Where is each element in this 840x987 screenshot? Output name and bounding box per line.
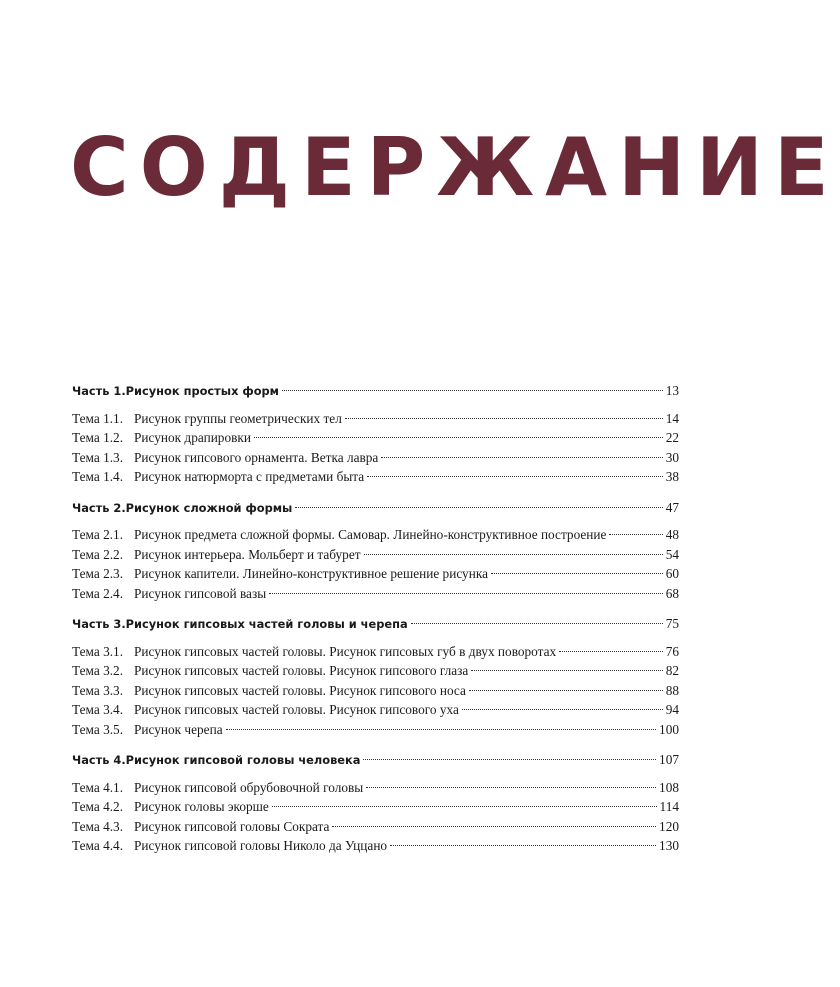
dot-leader	[295, 507, 662, 508]
toc-page-number: 47	[665, 499, 679, 515]
toc-entry-label	[72, 525, 606, 545]
dot-leader	[367, 476, 663, 477]
toc-entry-label	[72, 797, 269, 817]
toc-entry-number: Тема 1.3.	[72, 449, 124, 465]
toc-page-number: 88	[665, 682, 679, 698]
toc-topic-entry[interactable]	[72, 642, 679, 662]
toc-entry-title: Рисунок гипсовых частей головы. Рисунок гипсовых губ в двух поворотах	[134, 643, 557, 659]
dot-leader	[462, 709, 663, 710]
toc-page-number: 38	[665, 469, 679, 484]
dot-leader	[272, 806, 657, 807]
toc-entry-label	[72, 751, 360, 771]
toc-topic-entry[interactable]	[72, 448, 679, 468]
toc-topic-entry[interactable]	[72, 584, 679, 604]
toc-entry-number: Тема 2.1.	[72, 527, 124, 542]
toc-entry-label	[72, 448, 378, 468]
toc-entry-title: Рисунок черепа	[134, 721, 223, 737]
toc-entry-label	[72, 700, 459, 720]
toc-entry-label	[72, 584, 266, 604]
toc-entry-label	[72, 409, 342, 429]
toc-entry-title: Рисунок драпировки	[134, 430, 251, 445]
toc-entry-label	[72, 817, 329, 837]
toc-topic-entry[interactable]	[72, 661, 679, 681]
toc-entry-title: Рисунок простых форм	[125, 384, 279, 398]
toc-topic-entry[interactable]	[72, 409, 679, 429]
toc-entry-number: Тема 1.2.	[72, 430, 124, 445]
toc-entry-number: Часть 1.	[72, 384, 126, 398]
dot-leader	[471, 670, 662, 671]
dot-leader	[390, 845, 656, 846]
toc-part-heading[interactable]	[72, 498, 679, 518]
toc-entry-title: Рисунок интерьера. Мольберт и табурет	[134, 546, 361, 562]
toc-entry-number: Тема 4.2.	[72, 799, 124, 814]
toc-page-number: 120	[659, 818, 679, 834]
dot-leader	[269, 593, 663, 594]
toc-entry-title: Рисунок гипсовой головы человека	[125, 753, 361, 767]
toc-page-number: 82	[665, 663, 679, 678]
toc-entry-number: Тема 4.1.	[72, 779, 124, 795]
toc-entry-label	[72, 564, 488, 584]
toc-entry-number: Тема 4.3.	[72, 818, 124, 834]
dot-leader	[411, 623, 663, 624]
toc-entry-title: Рисунок натюрморта с предметами быта	[134, 469, 365, 484]
page-title: СОДЕРЖАНИЕ	[70, 121, 840, 214]
toc-part-heading[interactable]	[72, 614, 679, 634]
toc-entry-title: Рисунок гипсовых частей головы. Рисунок гипсового носа	[134, 682, 466, 698]
toc-entry-number: Тема 2.3.	[72, 566, 124, 581]
toc-entry-title: Рисунок гипсовой головы Николо да Уццано	[134, 838, 388, 853]
toc-page-number: 48	[665, 527, 679, 542]
toc-page-number: 130	[659, 838, 679, 853]
toc-entry-title: Рисунок гипсовых частей головы. Рисунок гипсового глаза	[134, 663, 469, 678]
toc-topic-entry[interactable]	[72, 700, 679, 720]
toc-page-number: 30	[665, 449, 679, 465]
toc-page-number: 14	[665, 410, 679, 426]
toc-entry-label	[72, 661, 468, 681]
toc-entry-title: Рисунок гипсовой вазы	[134, 585, 267, 601]
toc-entry-number: Тема 1.1.	[72, 410, 124, 426]
dot-leader	[345, 418, 663, 419]
toc-topic-entry[interactable]	[72, 797, 679, 817]
dot-leader	[364, 554, 663, 555]
toc-entry-title: Рисунок гипсового орнамента. Ветка лавра	[134, 449, 379, 465]
toc-topic-entry[interactable]	[72, 467, 679, 487]
toc-topic-entry[interactable]	[72, 681, 679, 701]
dot-leader	[559, 651, 663, 652]
toc-entry-label	[72, 428, 251, 448]
toc-topic-entry[interactable]	[72, 720, 679, 740]
toc-page-number: 76	[665, 643, 679, 659]
dot-leader	[254, 437, 663, 438]
toc-entry-title: Рисунок группы геометрических тел	[134, 410, 342, 426]
toc-entry-label	[72, 467, 364, 487]
toc-page-number: 107	[659, 752, 679, 767]
toc-page-number: 54	[665, 546, 679, 562]
dot-leader	[366, 787, 656, 788]
toc-entry-label	[72, 499, 292, 519]
toc-entry-number: Тема 3.3.	[72, 682, 124, 698]
toc-topic-entry[interactable]	[72, 778, 679, 798]
toc-entry-title: Рисунок капители. Линейно-конструктивное решение рисунка	[134, 566, 488, 581]
toc-page-number: 68	[665, 585, 679, 601]
toc-entry-label	[72, 642, 556, 662]
toc-entry-label	[72, 836, 387, 856]
toc-page-number: 60	[665, 566, 679, 581]
toc-entry-title: Рисунок гипсовых частей головы. Рисунок гипсового уха	[134, 702, 459, 717]
toc-entry-number: Тема 3.2.	[72, 663, 124, 678]
toc-page-number: 94	[665, 702, 679, 717]
toc-entry-title: Рисунок гипсовой головы Сократа	[134, 818, 330, 834]
dot-leader	[282, 390, 663, 391]
toc-topic-entry[interactable]	[72, 428, 679, 448]
toc-entry-number: Тема 1.4.	[72, 469, 124, 484]
toc-part-2	[72, 498, 679, 604]
toc-entry-title: Рисунок гипсовых частей головы и черепа	[125, 617, 408, 631]
toc-part-4	[72, 750, 679, 856]
dot-leader	[381, 457, 662, 458]
toc-entry-number: Тема 3.5.	[72, 721, 124, 737]
toc-entry-label	[72, 720, 223, 740]
toc-topic-entry[interactable]	[72, 545, 679, 565]
dot-leader	[363, 759, 656, 760]
toc-page-number: 114	[659, 799, 679, 814]
toc-entry-label	[72, 681, 466, 701]
toc-page-number: 13	[665, 383, 679, 398]
toc-entry-number: Часть 3.	[72, 617, 126, 631]
toc-part-3	[72, 614, 679, 739]
toc-topic-entry[interactable]	[72, 564, 679, 584]
toc-part-1	[72, 381, 679, 487]
toc-entry-label	[72, 778, 363, 798]
toc-entry-number: Тема 3.1.	[72, 643, 124, 659]
toc-entry-label	[72, 615, 408, 635]
toc-page-number: 75	[665, 616, 679, 631]
dot-leader	[609, 534, 662, 535]
toc-entry-title: Рисунок гипсовой обрубовочной головы	[134, 779, 364, 795]
toc-entry-number: Часть 4.	[72, 753, 126, 767]
toc-entry-label	[72, 545, 361, 565]
toc-entry-number: Часть 2.	[72, 500, 126, 515]
dot-leader	[469, 690, 663, 691]
toc-topic-entry[interactable]	[72, 525, 679, 545]
toc-part-heading[interactable]	[72, 381, 679, 401]
toc-entry-number: Тема 3.4.	[72, 702, 124, 717]
toc-entry-number: Тема 4.4.	[72, 838, 124, 853]
toc-page-number: 100	[659, 721, 679, 737]
dot-leader	[491, 573, 663, 574]
toc-part-heading[interactable]	[72, 750, 679, 770]
toc-topic-entry[interactable]	[72, 836, 679, 856]
toc-entry-number: Тема 2.2.	[72, 546, 124, 562]
dot-leader	[332, 826, 656, 827]
toc-page-number: 108	[659, 779, 679, 795]
toc-entry-title: Рисунок головы экорше	[134, 799, 269, 814]
table-of-contents	[72, 381, 679, 867]
toc-topic-entry[interactable]	[72, 817, 679, 837]
toc-entry-title: Рисунок предмета сложной формы. Самовар. Линейно-конструктивное построение	[134, 527, 607, 542]
toc-page-number: 22	[665, 430, 679, 445]
toc-entry-label	[72, 382, 279, 402]
toc-entry-title: Рисунок сложной формы	[125, 500, 293, 515]
toc-entry-number: Тема 2.4.	[72, 585, 124, 601]
dot-leader	[226, 729, 656, 730]
